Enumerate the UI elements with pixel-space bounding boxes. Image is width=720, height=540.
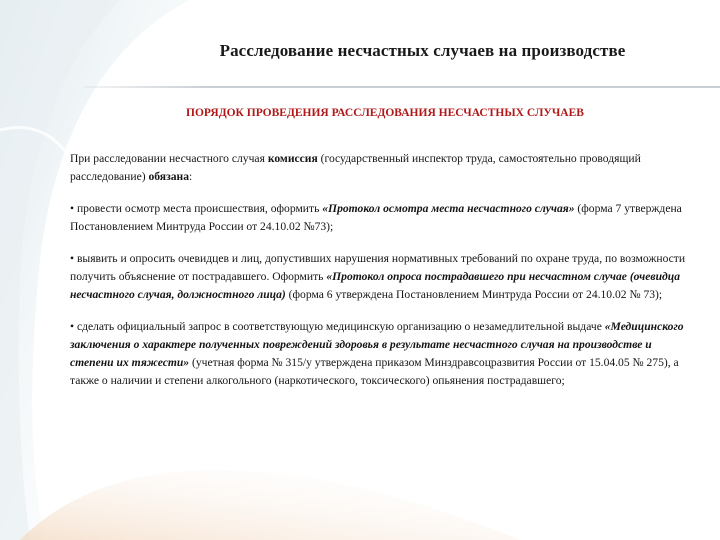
item1-document-name: «Протокол осмотра места несчастного случая» bbox=[322, 202, 575, 215]
item2-document-name: «Протокол опроса пострадавшего при несчастном случае (очевидца несчастного случая, должностного лица) bbox=[70, 270, 681, 301]
item3-document-name: «Медицинского заключения о характере полученных повреждений здоровья в результате несчастного случая на производстве и степени их тяжести» bbox=[70, 320, 684, 369]
intro-paragraph bbox=[70, 150, 695, 186]
item2-text-2: (форма 6 утверждена Постановлением Минтруда России от 24.10.02 № 73); bbox=[285, 288, 663, 301]
intro-text-3: : bbox=[189, 170, 193, 183]
item3-text-2: (учетная форма № 315/у утверждена приказом Минздравсоцразвития России от 15.04.05 № 275), а также о наличии и степени алкогольного (наркотического, токсического) опьянения пострадавшего; bbox=[70, 356, 679, 387]
section-subtitle: ПОРЯДОК ПРОВЕДЕНИЯ РАССЛЕДОВАНИЯ НЕСЧАСТНЫХ СЛУЧАЕВ bbox=[186, 107, 584, 119]
item1-text-2: (форма 7 утверждена Постановлением Минтруда России от 24.10.02 №73); bbox=[70, 202, 682, 233]
item3-text-1: • сделать официальный запрос в соответствующую медицинскую организацию о незамедлительной выдаче bbox=[70, 320, 605, 333]
title-divider bbox=[84, 86, 720, 88]
intro-text-2: (государственный инспектор труда, самостоятельно проводящий расследование) bbox=[70, 152, 641, 183]
list-item bbox=[70, 250, 695, 304]
page-title: Расследование несчастных случаев на производстве bbox=[219, 41, 626, 60]
list-item bbox=[70, 318, 695, 390]
item1-text-1: • провести осмотр места происшествия, оформить bbox=[70, 202, 323, 215]
intro-text-1: При расследовании несчастного случая bbox=[70, 152, 268, 165]
list-item bbox=[70, 200, 695, 236]
intro-keyword-obliged: обязана bbox=[148, 170, 190, 183]
intro-keyword-commission: комиссия bbox=[267, 152, 318, 165]
item2-text-1: • выявить и опросить очевидцев и лиц, допустивших нарушения нормативных требований по охране труда, по возможности получить объяснение от пострадавшего. Оформить bbox=[70, 252, 686, 283]
slide-body bbox=[70, 150, 695, 404]
